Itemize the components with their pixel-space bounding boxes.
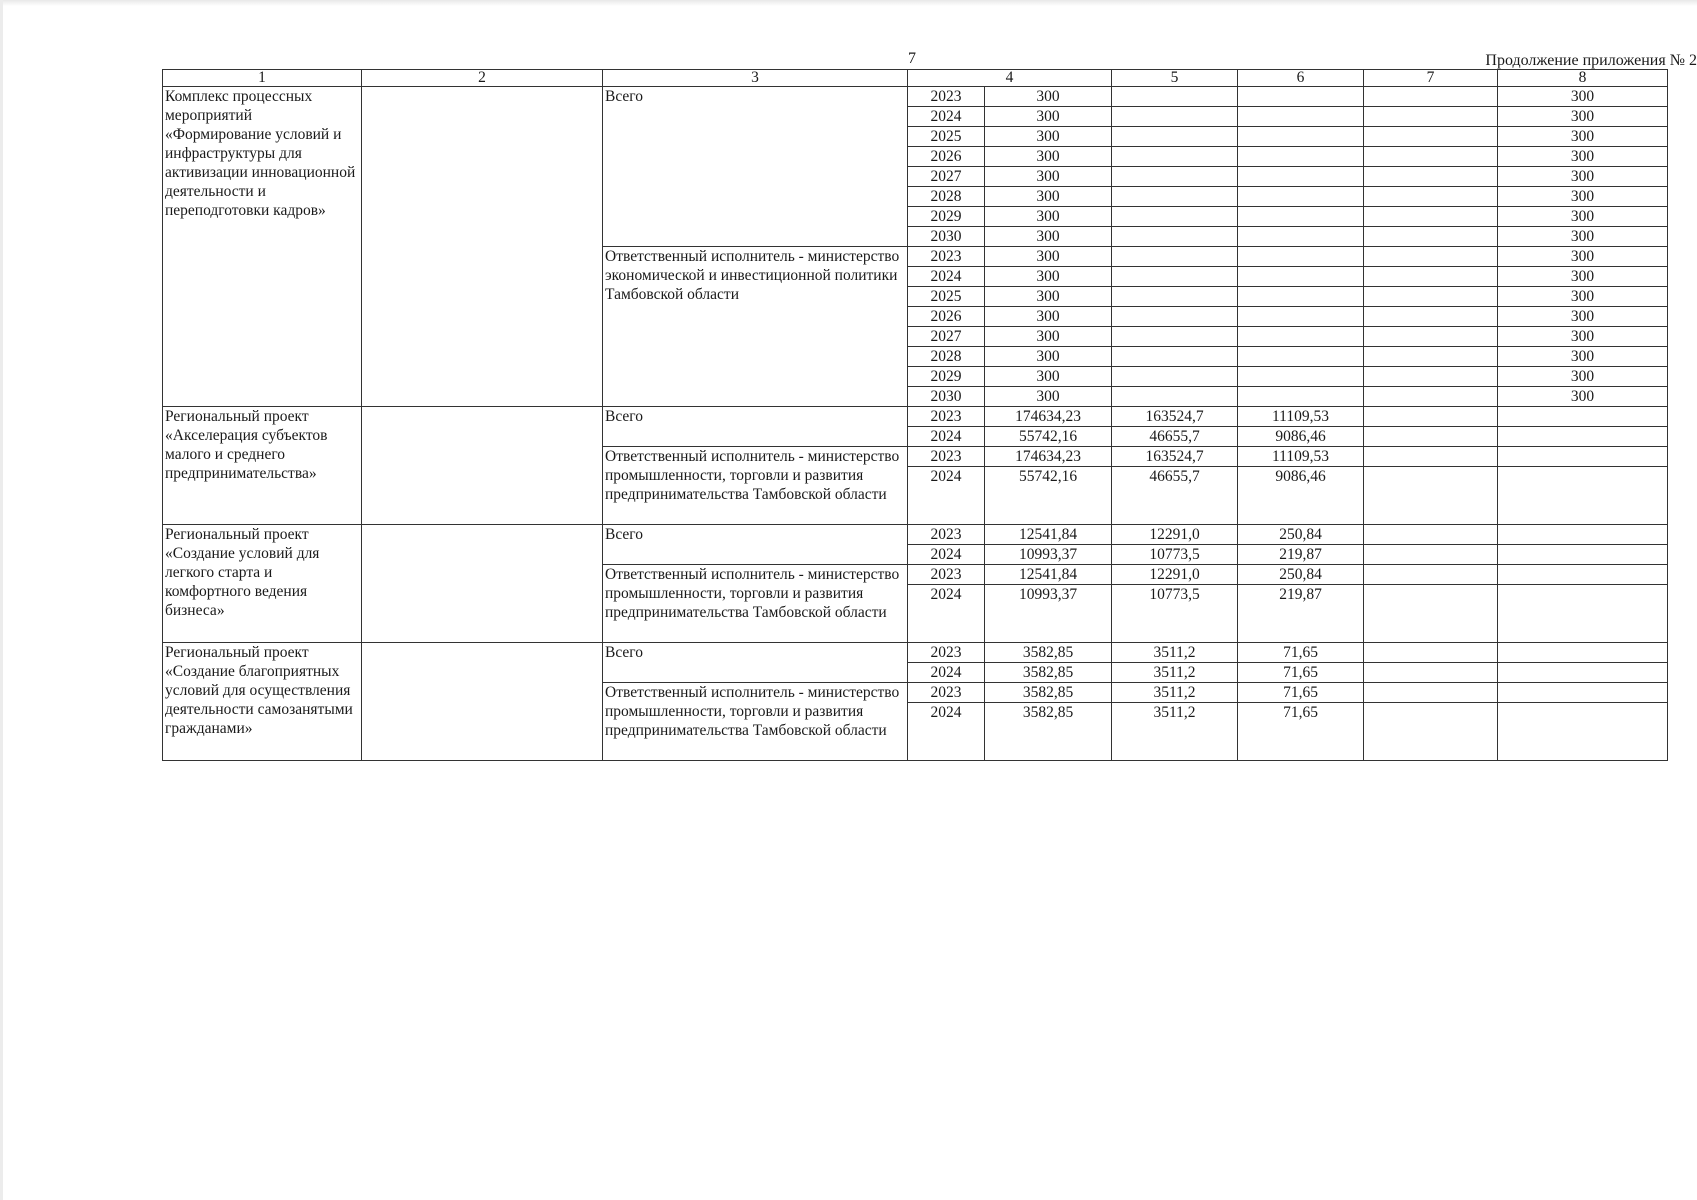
amount-cell-c7 (1364, 287, 1498, 307)
amount-cell-c8 (1498, 467, 1668, 525)
amount-cell-c4: 12541,84 (985, 565, 1112, 585)
amount-cell-c4: 55742,16 (985, 427, 1112, 447)
amount-cell-c7 (1364, 227, 1498, 247)
year-cell: 2026 (908, 147, 985, 167)
amount-cell-c6 (1238, 87, 1364, 107)
year-cell: 2024 (908, 703, 985, 761)
amount-cell-c8: 300 (1498, 307, 1668, 327)
amount-cell-c8: 300 (1498, 327, 1668, 347)
year-cell: 2024 (908, 467, 985, 525)
amount-cell-c7 (1364, 367, 1498, 387)
amount-cell-c6 (1238, 267, 1364, 287)
amount-cell-c8 (1498, 643, 1668, 663)
column-header: 2 (362, 70, 603, 87)
amount-cell-c8 (1498, 545, 1668, 565)
amount-cell-c4: 300 (985, 347, 1112, 367)
amount-cell-c8: 300 (1498, 107, 1668, 127)
amount-cell-c8: 300 (1498, 187, 1668, 207)
year-cell: 2023 (908, 525, 985, 545)
amount-cell-c7 (1364, 187, 1498, 207)
amount-cell-c6 (1238, 367, 1364, 387)
amount-cell-c7 (1364, 247, 1498, 267)
year-cell: 2023 (908, 683, 985, 703)
amount-cell-c5: 10773,5 (1112, 545, 1238, 565)
amount-cell-c7 (1364, 585, 1498, 643)
amount-cell-c7 (1364, 565, 1498, 585)
amount-cell-c5 (1112, 207, 1238, 227)
amount-cell-c6 (1238, 127, 1364, 147)
year-cell: 2027 (908, 167, 985, 187)
program-name-cell: Региональный проект «Создание благоприятных условий для осуществления деятельности самозанятыми гражданами» (163, 643, 362, 761)
amount-cell-c7 (1364, 525, 1498, 545)
amount-cell-c4: 12541,84 (985, 525, 1112, 545)
year-cell: 2027 (908, 327, 985, 347)
amount-cell-c8: 300 (1498, 267, 1668, 287)
amount-cell-c4: 174634,23 (985, 407, 1112, 427)
amount-cell-c6: 9086,46 (1238, 427, 1364, 447)
column-header: 8 (1498, 70, 1668, 87)
amount-cell-c5 (1112, 347, 1238, 367)
year-cell: 2024 (908, 663, 985, 683)
amount-cell-c6: 9086,46 (1238, 467, 1364, 525)
amount-cell-c7 (1364, 427, 1498, 447)
amount-cell-c6 (1238, 347, 1364, 367)
amount-cell-c4: 300 (985, 87, 1112, 107)
amount-cell-c5 (1112, 167, 1238, 187)
column-header: 3 (603, 70, 908, 87)
funding-source-cell: Всего (603, 525, 908, 565)
amount-cell-c5: 46655,7 (1112, 427, 1238, 447)
year-cell: 2026 (908, 307, 985, 327)
amount-cell-c6: 71,65 (1238, 703, 1364, 761)
scan-shadow-left (0, 0, 3, 1200)
amount-cell-c7 (1364, 207, 1498, 227)
amount-cell-c5: 46655,7 (1112, 467, 1238, 525)
amount-cell-c8: 300 (1498, 367, 1668, 387)
amount-cell-c8: 300 (1498, 167, 1668, 187)
year-cell: 2023 (908, 407, 985, 427)
amount-cell-c8: 300 (1498, 147, 1668, 167)
responsible-cell (362, 87, 603, 407)
amount-cell-c6 (1238, 227, 1364, 247)
amount-cell-c7 (1364, 467, 1498, 525)
year-cell: 2023 (908, 447, 985, 467)
amount-cell-c6: 250,84 (1238, 525, 1364, 545)
amount-cell-c8: 300 (1498, 207, 1668, 227)
amount-cell-c8: 300 (1498, 387, 1668, 407)
table-row (163, 87, 1668, 107)
amount-cell-c6 (1238, 307, 1364, 327)
amount-cell-c4: 3582,85 (985, 683, 1112, 703)
amount-cell-c4: 300 (985, 227, 1112, 247)
table-row (163, 643, 1668, 663)
amount-cell-c8: 300 (1498, 227, 1668, 247)
amount-cell-c4: 3582,85 (985, 643, 1112, 663)
amount-cell-c6 (1238, 107, 1364, 127)
year-cell: 2024 (908, 585, 985, 643)
program-name-cell: Региональный проект «Акселерация субъектов малого и среднего предпринимательства» (163, 407, 362, 525)
year-cell: 2029 (908, 207, 985, 227)
amount-cell-c5 (1112, 247, 1238, 267)
amount-cell-c4: 300 (985, 247, 1112, 267)
amount-cell-c6: 71,65 (1238, 643, 1364, 663)
funding-source-cell: Ответственный исполнитель - министерство промышленности, торговли и развития предпринимательства Тамбовской области (603, 683, 908, 761)
year-cell: 2024 (908, 267, 985, 287)
year-cell: 2024 (908, 545, 985, 565)
amount-cell-c7 (1364, 327, 1498, 347)
funding-source-cell: Ответственный исполнитель - министерство промышленности, торговли и развития предпринимательства Тамбовской области (603, 447, 908, 525)
amount-cell-c8: 300 (1498, 287, 1668, 307)
amount-cell-c6 (1238, 187, 1364, 207)
amount-cell-c4: 300 (985, 367, 1112, 387)
budget-table-body (163, 70, 1668, 761)
amount-cell-c8: 300 (1498, 247, 1668, 267)
amount-cell-c5 (1112, 127, 1238, 147)
amount-cell-c8 (1498, 525, 1668, 545)
amount-cell-c5 (1112, 187, 1238, 207)
amount-cell-c6 (1238, 387, 1364, 407)
amount-cell-c8 (1498, 585, 1668, 643)
year-cell: 2028 (908, 347, 985, 367)
amount-cell-c7 (1364, 267, 1498, 287)
amount-cell-c8 (1498, 565, 1668, 585)
amount-cell-c8 (1498, 427, 1668, 447)
amount-cell-c7 (1364, 167, 1498, 187)
amount-cell-c8 (1498, 703, 1668, 761)
amount-cell-c7 (1364, 407, 1498, 427)
amount-cell-c5 (1112, 367, 1238, 387)
amount-cell-c7 (1364, 347, 1498, 367)
scan-shadow-top (0, 0, 1697, 6)
amount-cell-c4: 300 (985, 387, 1112, 407)
amount-cell-c7 (1364, 663, 1498, 683)
amount-cell-c7 (1364, 127, 1498, 147)
amount-cell-c8: 300 (1498, 127, 1668, 147)
amount-cell-c7 (1364, 545, 1498, 565)
amount-cell-c4: 10993,37 (985, 545, 1112, 565)
amount-cell-c6: 219,87 (1238, 545, 1364, 565)
column-header: 4 (908, 70, 1112, 87)
amount-cell-c4: 300 (985, 107, 1112, 127)
amount-cell-c4: 174634,23 (985, 447, 1112, 467)
amount-cell-c4: 3582,85 (985, 663, 1112, 683)
funding-source-cell: Ответственный исполнитель - министерство промышленности, торговли и развития предпринимательства Тамбовской области (603, 565, 908, 643)
amount-cell-c8 (1498, 663, 1668, 683)
amount-cell-c7 (1364, 87, 1498, 107)
amount-cell-c7 (1364, 307, 1498, 327)
amount-cell-c6 (1238, 167, 1364, 187)
responsible-cell (362, 407, 603, 525)
amount-cell-c5: 12291,0 (1112, 565, 1238, 585)
amount-cell-c8 (1498, 447, 1668, 467)
amount-cell-c7 (1364, 447, 1498, 467)
amount-cell-c5: 3511,2 (1112, 643, 1238, 663)
funding-source-cell: Всего (603, 407, 908, 447)
funding-source-cell: Ответственный исполнитель - министерство экономической и инвестиционной политики Тамбовской области (603, 247, 908, 407)
table-row (163, 407, 1668, 427)
amount-cell-c8: 300 (1498, 87, 1668, 107)
amount-cell-c5 (1112, 267, 1238, 287)
amount-cell-c6: 250,84 (1238, 565, 1364, 585)
amount-cell-c5: 163524,7 (1112, 447, 1238, 467)
amount-cell-c5: 12291,0 (1112, 525, 1238, 545)
year-cell: 2023 (908, 643, 985, 663)
amount-cell-c4: 300 (985, 327, 1112, 347)
amount-cell-c4: 300 (985, 267, 1112, 287)
year-cell: 2023 (908, 87, 985, 107)
amount-cell-c4: 300 (985, 287, 1112, 307)
amount-cell-c4: 10993,37 (985, 585, 1112, 643)
amount-cell-c4: 300 (985, 167, 1112, 187)
amount-cell-c5: 3511,2 (1112, 703, 1238, 761)
amount-cell-c7 (1364, 387, 1498, 407)
amount-cell-c5: 3511,2 (1112, 663, 1238, 683)
amount-cell-c6: 71,65 (1238, 683, 1364, 703)
amount-cell-c8 (1498, 683, 1668, 703)
year-cell: 2028 (908, 187, 985, 207)
amount-cell-c7 (1364, 107, 1498, 127)
program-name-cell: Комплекс процессных мероприятий «Формирование условий и инфраструктуры для активизации инновационной деятельности и переподготовки кадров» (163, 87, 362, 407)
amount-cell-c6: 11109,53 (1238, 407, 1364, 427)
amount-cell-c7 (1364, 643, 1498, 663)
amount-cell-c4: 300 (985, 207, 1112, 227)
amount-cell-c6: 11109,53 (1238, 447, 1364, 467)
amount-cell-c7 (1364, 683, 1498, 703)
budget-table (162, 69, 1668, 761)
amount-cell-c4: 300 (985, 127, 1112, 147)
responsible-cell (362, 643, 603, 761)
amount-cell-c5 (1112, 107, 1238, 127)
amount-cell-c4: 55742,16 (985, 467, 1112, 525)
column-header: 6 (1238, 70, 1364, 87)
funding-source-cell: Всего (603, 87, 908, 247)
column-header: 5 (1112, 70, 1238, 87)
amount-cell-c7 (1364, 147, 1498, 167)
amount-cell-c5: 10773,5 (1112, 585, 1238, 643)
amount-cell-c5 (1112, 307, 1238, 327)
year-cell: 2023 (908, 565, 985, 585)
amount-cell-c4: 300 (985, 147, 1112, 167)
column-header-row (163, 70, 1668, 87)
amount-cell-c4: 3582,85 (985, 703, 1112, 761)
amount-cell-c5 (1112, 327, 1238, 347)
amount-cell-c6: 71,65 (1238, 663, 1364, 683)
amount-cell-c5 (1112, 227, 1238, 247)
page-number: 7 (908, 50, 916, 67)
amount-cell-c6 (1238, 287, 1364, 307)
year-cell: 2024 (908, 107, 985, 127)
amount-cell-c5 (1112, 147, 1238, 167)
program-name-cell: Региональный проект «Создание условий для легкого старта и комфортного ведения бизнеса» (163, 525, 362, 643)
funding-source-cell: Всего (603, 643, 908, 683)
year-cell: 2030 (908, 227, 985, 247)
amount-cell-c4: 300 (985, 307, 1112, 327)
amount-cell-c5: 163524,7 (1112, 407, 1238, 427)
responsible-cell (362, 525, 603, 643)
year-cell: 2025 (908, 287, 985, 307)
year-cell: 2030 (908, 387, 985, 407)
year-cell: 2025 (908, 127, 985, 147)
amount-cell-c5: 3511,2 (1112, 683, 1238, 703)
year-cell: 2029 (908, 367, 985, 387)
amount-cell-c8: 300 (1498, 347, 1668, 367)
amount-cell-c6 (1238, 147, 1364, 167)
amount-cell-c4: 300 (985, 187, 1112, 207)
amount-cell-c5 (1112, 87, 1238, 107)
year-cell: 2024 (908, 427, 985, 447)
column-header: 7 (1364, 70, 1498, 87)
column-header: 1 (163, 70, 362, 87)
amount-cell-c5 (1112, 287, 1238, 307)
amount-cell-c8 (1498, 407, 1668, 427)
amount-cell-c6 (1238, 327, 1364, 347)
amount-cell-c7 (1364, 703, 1498, 761)
amount-cell-c6 (1238, 247, 1364, 267)
table-row (163, 525, 1668, 545)
amount-cell-c6: 219,87 (1238, 585, 1364, 643)
amount-cell-c6 (1238, 207, 1364, 227)
year-cell: 2023 (908, 247, 985, 267)
amount-cell-c5 (1112, 387, 1238, 407)
continuation-label: Продолжение приложения № 2 (1485, 52, 1697, 69)
